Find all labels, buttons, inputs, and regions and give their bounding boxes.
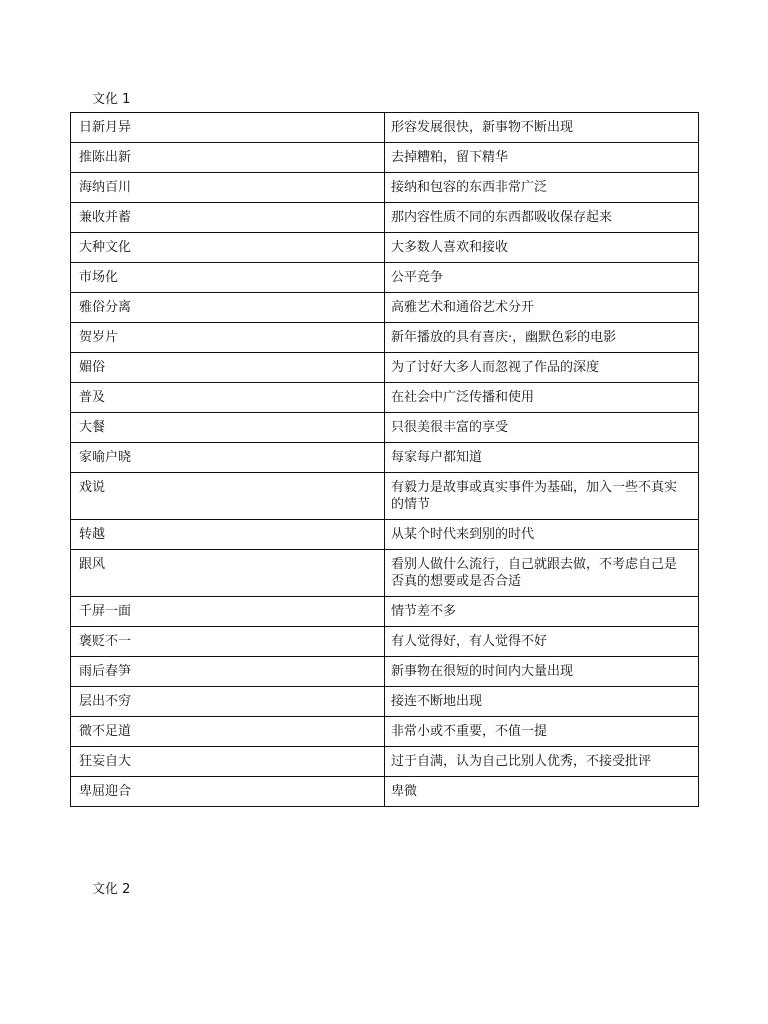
term-cell: 雨后春笋 bbox=[71, 657, 385, 687]
definition-cell: 为了讨好大多人而忽视了作品的深度 bbox=[385, 353, 699, 383]
definition-cell: 公平竞争 bbox=[385, 263, 699, 293]
term-cell: 微不足道 bbox=[71, 717, 385, 747]
definition-cell: 过于自满，认为自己比别人优秀，不接受批评 bbox=[385, 747, 699, 777]
term-cell: 日新月异 bbox=[71, 113, 385, 143]
term-cell: 家喻户晓 bbox=[71, 443, 385, 473]
table-row bbox=[71, 293, 699, 323]
term-cell: 市场化 bbox=[71, 263, 385, 293]
term-cell: 转越 bbox=[71, 520, 385, 550]
term-cell: 兼收并蓄 bbox=[71, 203, 385, 233]
section-title-2: 文化 2 bbox=[92, 882, 131, 897]
term-cell: 雅俗分离 bbox=[71, 293, 385, 323]
definition-cell: 接纳和包容的东西非常广泛 bbox=[385, 173, 699, 203]
table-row bbox=[71, 687, 699, 717]
term-cell: 媚俗 bbox=[71, 353, 385, 383]
table-row bbox=[71, 550, 699, 597]
term-cell: 推陈出新 bbox=[71, 143, 385, 173]
table-row bbox=[71, 383, 699, 413]
table-row bbox=[71, 323, 699, 353]
term-cell: 卑屈迎合 bbox=[71, 777, 385, 807]
table-row bbox=[71, 627, 699, 657]
definition-cell: 有人觉得好，有人觉得不好 bbox=[385, 627, 699, 657]
term-cell: 大餐 bbox=[71, 413, 385, 443]
definition-cell: 接连不断地出现 bbox=[385, 687, 699, 717]
definition-cell: 每家每户都知道 bbox=[385, 443, 699, 473]
definition-cell: 那内容性质不同的东西都吸收保存起来 bbox=[385, 203, 699, 233]
table-row bbox=[71, 657, 699, 687]
definition-cell: 高雅艺术和通俗艺术分开 bbox=[385, 293, 699, 323]
table-row bbox=[71, 113, 699, 143]
table-row bbox=[71, 233, 699, 263]
definition-cell: 去掉糟粕，留下精华 bbox=[385, 143, 699, 173]
table-row bbox=[71, 443, 699, 473]
term-cell: 海纳百川 bbox=[71, 173, 385, 203]
definition-cell: 非常小或不重要，不值一提 bbox=[385, 717, 699, 747]
table-row bbox=[71, 597, 699, 627]
definition-cell: 看别人做什么流行，自己就跟去做，不考虑自己是否真的想要或是否合适 bbox=[385, 550, 699, 597]
definition-cell: 情节差不多 bbox=[385, 597, 699, 627]
table-row bbox=[71, 263, 699, 293]
term-cell: 跟风 bbox=[71, 550, 385, 597]
table-row bbox=[71, 747, 699, 777]
table-row bbox=[71, 520, 699, 550]
definition-cell: 在社会中广泛传播和使用 bbox=[385, 383, 699, 413]
term-cell: 大种文化 bbox=[71, 233, 385, 263]
definition-cell: 大多数人喜欢和接收 bbox=[385, 233, 699, 263]
table-row bbox=[71, 203, 699, 233]
section-title-1: 文化 1 bbox=[92, 92, 131, 107]
vocabulary-table bbox=[70, 112, 699, 807]
term-cell: 普及 bbox=[71, 383, 385, 413]
table-row bbox=[71, 353, 699, 383]
table-row bbox=[71, 143, 699, 173]
term-cell: 狂妄自大 bbox=[71, 747, 385, 777]
table-row bbox=[71, 777, 699, 807]
term-cell: 戏说 bbox=[71, 473, 385, 520]
definition-cell: 新事物在很短的时间内大量出现 bbox=[385, 657, 699, 687]
term-cell: 千屏一面 bbox=[71, 597, 385, 627]
table-row bbox=[71, 413, 699, 443]
table-row bbox=[71, 473, 699, 520]
definition-cell: 只很美很丰富的享受 bbox=[385, 413, 699, 443]
definition-cell: 新年播放的具有喜庆·，幽默色彩的电影 bbox=[385, 323, 699, 353]
term-cell: 贺岁片 bbox=[71, 323, 385, 353]
definition-cell: 卑微 bbox=[385, 777, 699, 807]
definition-cell: 形容发展很快，新事物不断出现 bbox=[385, 113, 699, 143]
term-cell: 褒贬不一 bbox=[71, 627, 385, 657]
definition-cell: 从某个时代来到别的时代 bbox=[385, 520, 699, 550]
term-cell: 层出不穷 bbox=[71, 687, 385, 717]
table-row bbox=[71, 173, 699, 203]
definition-cell: 有毅力是故事或真实事件为基础，加入一些不真实的情节 bbox=[385, 473, 699, 520]
table-row bbox=[71, 717, 699, 747]
